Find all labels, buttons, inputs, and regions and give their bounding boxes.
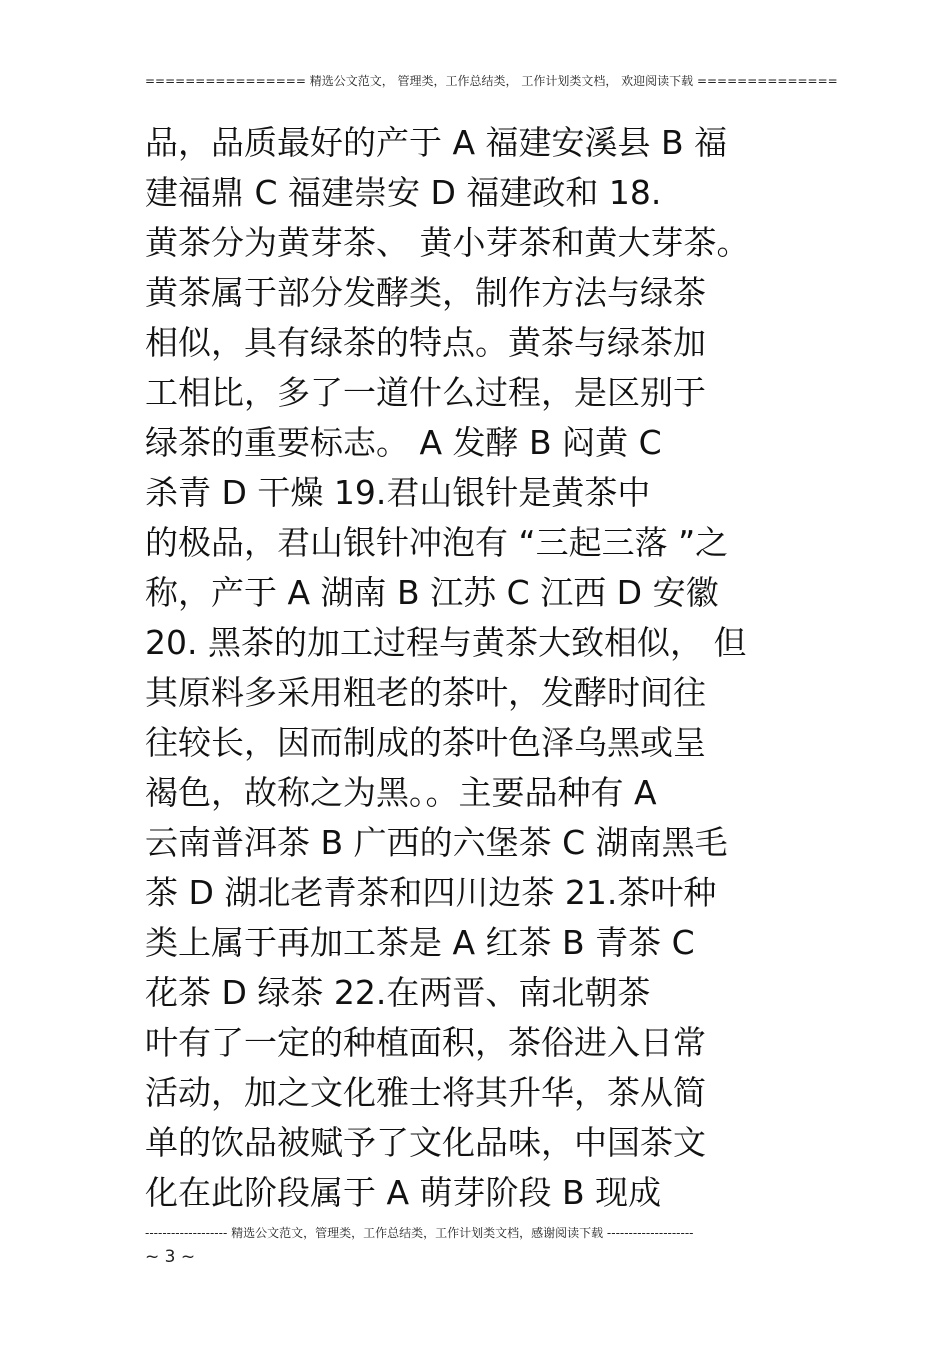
page-header: ================ 精选公文范文， 管理类，工作总结类， 工作计划类文档， 欢迎阅读下载 ==============: [145, 74, 838, 88]
page-footer: ------------------- 精选公文范文，管理类，工作总结类，工作计划类文档，感谢阅读下载 --------------------: [145, 1226, 694, 1240]
body-line: 叶有了一定的种植面积，茶俗进入日常: [145, 1023, 706, 1062]
body-line: 云南普洱茶 B 广西的六堡茶 C 湖南黑毛: [145, 823, 728, 862]
body-line: 类上属于再加工茶是 A 红茶 B 青茶 C: [145, 923, 695, 962]
body-line: 单的饮品被赋予了文化品味，中国茶文: [145, 1123, 706, 1162]
body-line: 工相比，多了一道什么过程，是区别于: [145, 373, 706, 412]
body-line: 的极品，君山银针冲泡有 “三起三落 ”之: [145, 523, 729, 562]
body-line: 往较长，因而制成的茶叶色泽乌黑或呈: [145, 723, 706, 762]
document-body: [145, 118, 810, 1218]
body-line: 其原料多采用粗老的茶叶，发酵时间往: [145, 673, 706, 712]
body-line: 杀青 D 干燥 19.君山银针是黄茶中: [145, 473, 651, 512]
body-line: 活动，加之文化雅士将其升华，茶从简: [145, 1073, 706, 1112]
body-line: 20. 黑茶的加工过程与黄茶大致相似， 但: [145, 623, 747, 662]
body-line: 建福鼎 C 福建崇安 D 福建政和 18.: [145, 173, 662, 212]
body-line: 花茶 D 绿茶 22.在两晋、南北朝茶: [145, 973, 651, 1012]
body-line: 褐色，故称之为黑。。主要品种有 A: [145, 773, 657, 812]
page-number: ~ 3 ~: [145, 1247, 196, 1267]
body-line: 品，品质最好的产于 A 福建安溪县 B 福: [145, 123, 728, 162]
body-line: 绿茶的重要标志。 A 发酵 B 闷黄 C: [145, 423, 662, 462]
body-line: 黄茶属于部分发酵类，制作方法与绿茶: [145, 273, 706, 312]
body-line: 相似，具有绿茶的特点。黄茶与绿茶加: [145, 323, 706, 362]
body-line: 称，产于 A 湖南 B 江苏 C 江西 D 安徽: [145, 573, 719, 612]
body-line: 化在此阶段属于 A 萌芽阶段 B 现成: [145, 1173, 662, 1212]
body-line: 茶 D 湖北老青茶和四川边茶 21.茶叶种: [145, 873, 717, 912]
body-line: 黄茶分为黄芽茶、 黄小芽茶和黄大芽茶。: [145, 223, 750, 262]
